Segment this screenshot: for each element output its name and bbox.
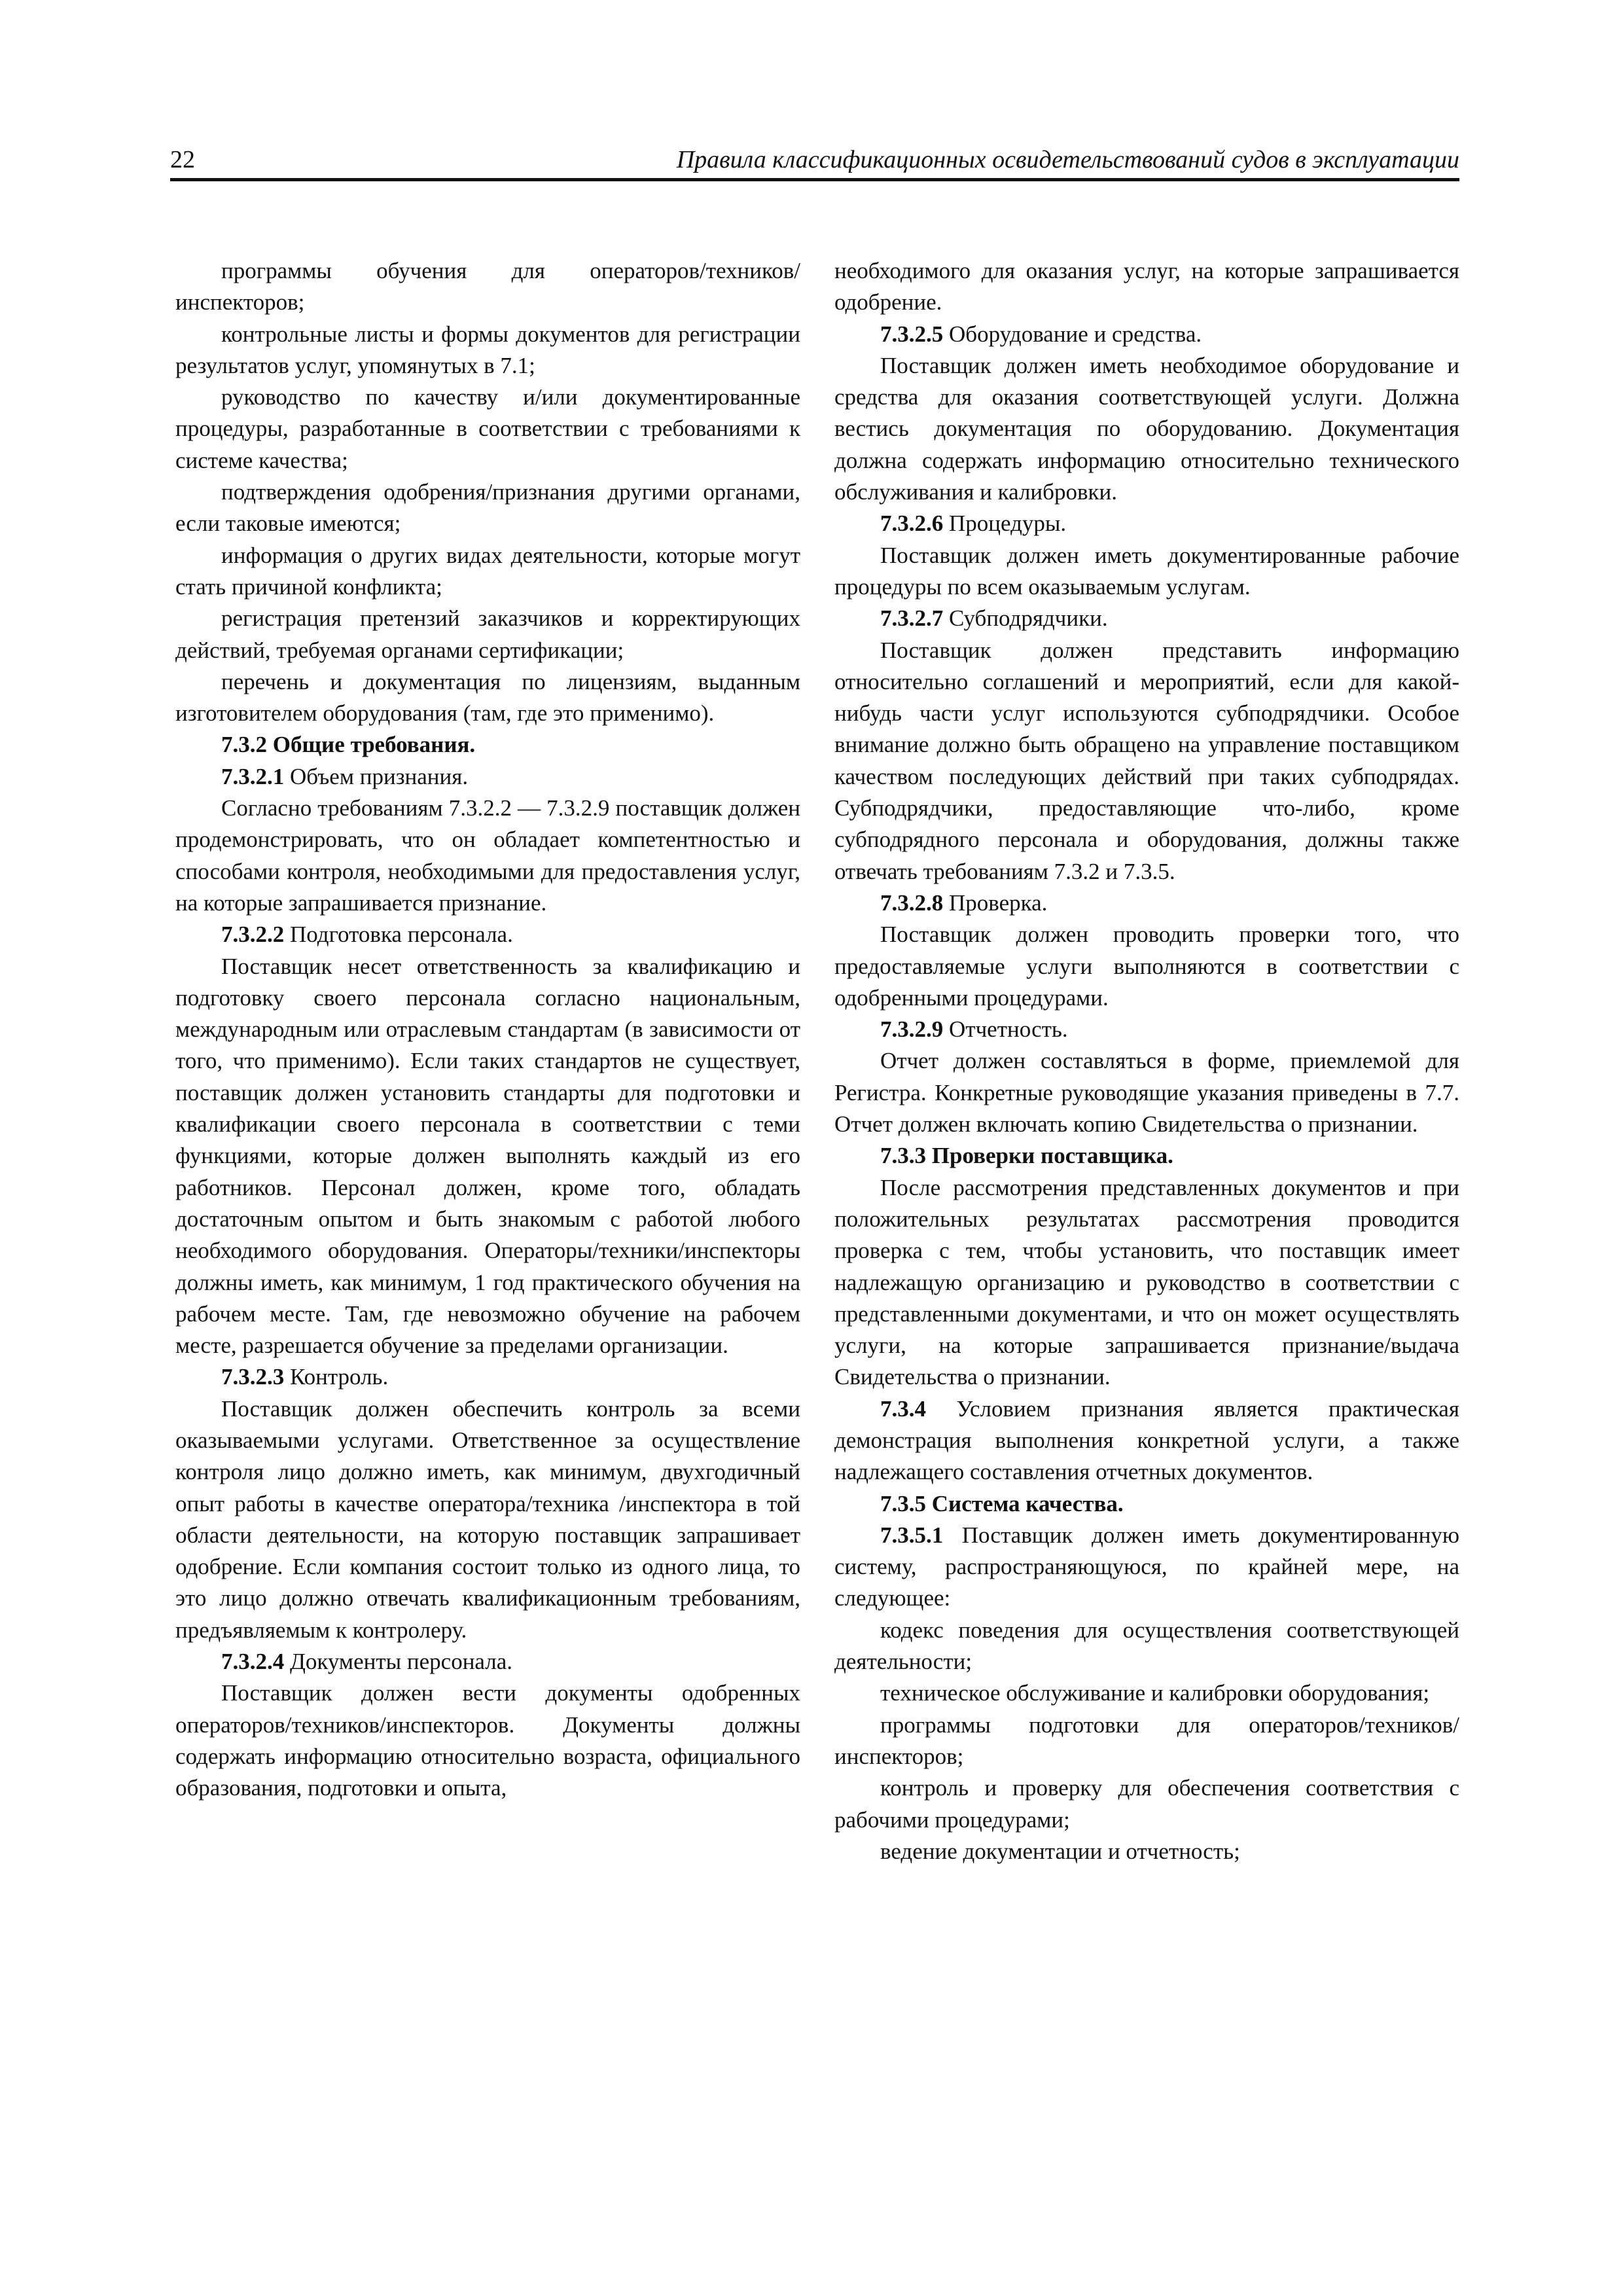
paragraph xyxy=(834,1172,1459,1393)
paragraph-text: Поставщик должен иметь документированную систему, распространяющуюся, по крайней мере, на следующее: xyxy=(834,1522,1459,1611)
paragraph xyxy=(834,255,1459,319)
paragraph xyxy=(175,919,800,950)
clause-number: 7.3.2.4 xyxy=(221,1649,285,1675)
clause-number: 7.3.2.8 xyxy=(880,889,944,916)
paragraph-text: Поставщик должен иметь документированные рабочие процедуры по всем оказываемым услугам. xyxy=(834,542,1459,600)
clause-number: 7.3.2.6 xyxy=(880,511,944,537)
clause-number: 7.3.2.9 xyxy=(880,1016,944,1043)
paragraph-text: Объем признания. xyxy=(284,763,469,789)
paragraph xyxy=(834,1772,1459,1836)
paragraph-text: Условием признания является практическая демонстрация выполнения конкретной услуги, а также надлежащего составления отчетных документов. xyxy=(834,1395,1459,1485)
paragraph-text: Поставщик должен иметь необходимое оборудование и средства для оказания соответствующей услуги. Должна вестись документация по оборудованию. Документация должна содержать информацию относительно технического обслуживания и калибровки. xyxy=(834,352,1459,505)
paragraph-text: Подготовка персонала. xyxy=(284,922,513,948)
paragraph xyxy=(834,888,1459,919)
paragraph xyxy=(834,1615,1459,1678)
paragraph xyxy=(834,603,1459,634)
section-heading: 7.3.3 Проверки поставщика. xyxy=(880,1143,1173,1169)
paragraph xyxy=(175,603,800,666)
paragraph-text: Поставщик должен обеспечить контроль за всеми оказываемыми услугами. Ответственное за осуществление контроля лицо должно иметь, как минимум, двухгодичный опыт работы в качестве оператора/техника /инспектора в той области деятельности, на которую поставщик запрашивает одобрение. Если компания состоит только из одного лица, то это лицо должно отвечать квалификационным требованиям, предъявляемым к контролеру. xyxy=(175,1395,800,1643)
paragraph-text: ведение документации и отчетность; xyxy=(880,1838,1240,1864)
paragraph xyxy=(834,1014,1459,1045)
paragraph xyxy=(834,919,1459,1014)
clause-number: 7.3.2.5 xyxy=(880,321,944,347)
clause-number: 7.3.2.2 xyxy=(221,922,285,948)
paragraph-text: регистрация претензий заказчиков и корректирующих действий, требуемая органами сертификации; xyxy=(175,605,800,663)
clause-number: 7.3.2.3 xyxy=(221,1364,285,1390)
paragraph xyxy=(834,1836,1459,1867)
paragraph xyxy=(175,951,800,1362)
paragraph xyxy=(834,1710,1459,1773)
paragraph xyxy=(834,1677,1459,1709)
paragraph-text: После рассмотрения представленных документов и при положительных результатах рассмотрения проводится проверка с тем, чтобы установить, что поставщик имеет надлежащую организацию и руководство в соответствии с представленными документами, и что он может осуществлять услуги, на которые запрашивается признание/выдача Свидетельства о признании. xyxy=(834,1174,1459,1390)
paragraph-text: Согласно требованиям 7.3.2.2 — 7.3.2.9 поставщик должен продемонстрировать, что он обладает компетентностью и способами контроля, необходимыми для предоставления услуг, на которые запрашивается признание. xyxy=(175,795,800,916)
paragraph-text: перечень и документация по лицензиям, выданным изготовителем оборудования (там, где это применимо). xyxy=(175,668,800,726)
paragraph xyxy=(834,319,1459,350)
paragraph-text: информация о других видах деятельности, которые могут стать причиной конфликта; xyxy=(175,542,800,600)
paragraph-text: контрольные листы и формы документов для регистрации результатов услуг, упомянутых в 7.1; xyxy=(175,321,800,378)
clause-number: 7.3.5.1 xyxy=(880,1522,944,1548)
paragraph-text: Поставщик должен проводить проверки того, что предоставляемые услуги выполняются в соответствии с одобренными процедурами. xyxy=(834,922,1459,1011)
paragraph-text: Контроль. xyxy=(284,1364,389,1390)
paragraph xyxy=(834,540,1459,603)
left-column xyxy=(175,255,800,1804)
paragraph-text: Поставщик должен представить информацию относительно соглашений и мероприятий, если для какой-нибудь части услуг используются субподрядчики. Особое внимание должно быть обращено на управление поставщиком качеством последующих действий при таких субподрядах. Субподрядчики, предоставляющие что-либо, кроме субподрядного персонала и оборудования, должны также отвечать требованиям 7.3.2 и 7.3.5. xyxy=(834,637,1459,884)
paragraph xyxy=(175,1393,800,1646)
paragraph-text: контроль и проверку для обеспечения соответствия с рабочими процедурами; xyxy=(834,1775,1459,1833)
paragraph-text: подтверждения одобрения/признания другими органами, если таковые имеются; xyxy=(175,479,800,537)
paragraph xyxy=(834,635,1459,888)
paragraph-text: руководство по качеству и/или документированные процедуры, разработанные в соответствии с требованиями к системе качества; xyxy=(175,384,800,473)
paragraph-text: программы обучения для операторов/техников/инспекторов; xyxy=(175,258,800,315)
paragraph xyxy=(175,319,800,382)
paragraph xyxy=(175,666,800,730)
paragraph-text: Документы персонала. xyxy=(284,1649,513,1675)
section-heading: 7.3.2 Общие требования. xyxy=(221,732,476,758)
paragraph-text: Отчетность. xyxy=(943,1016,1068,1043)
paragraph xyxy=(175,761,800,793)
paragraph xyxy=(175,1677,800,1804)
paragraph xyxy=(834,350,1459,508)
paragraph xyxy=(175,382,800,476)
right-column xyxy=(834,255,1459,1867)
paragraph-text: Проверка. xyxy=(943,889,1048,916)
paragraph xyxy=(175,793,800,919)
paragraph-text: Поставщик несет ответственность за квалификацию и подготовку своего персонала согласно национальным, международным или отраслевым стандартам (в зависимости от того, что применимо). Если таких стандартов не существует, поставщик должен установить стандарты для подготовки и квалификации своего персонала в соответствии с теми функциями, которые должен выполнять каждый из его работников. Персонал должен, кроме того, обладать достаточным опытом и быть знакомым с работой любого необходимого оборудования. Операторы/техники/инспекторы должны иметь, как минимум, 1 год практического обучения на рабочем месте. Там, где невозможно обучение на рабочем месте, разрешается обучение за пределами организации. xyxy=(175,953,800,1359)
paragraph xyxy=(175,255,800,319)
clause-number: 7.3.2.1 xyxy=(221,763,285,789)
header-rule xyxy=(170,178,1459,181)
paragraph-text: Субподрядчики. xyxy=(943,605,1108,632)
paragraph xyxy=(834,1520,1459,1615)
running-title: Правила классификационных освидетельствований судов в эксплуатации xyxy=(676,146,1459,173)
paragraph xyxy=(175,476,800,540)
page-number: 22 xyxy=(170,146,195,173)
paragraph-text: Отчет должен составляться в форме, приемлемой для Регистра. Конкретные руководящие указания приведены в 7.7. Отчет должен включать копию Свидетельства о признании. xyxy=(834,1048,1459,1138)
paragraph-text: Поставщик должен вести документы одобренных операторов/техников/инспекторов. Документы должны содержать информацию относительно возраста, официального образования, подготовки и опыта, xyxy=(175,1680,800,1801)
paragraph xyxy=(834,1045,1459,1140)
paragraph-text: программы подготовки для операторов/техников/инспекторов; xyxy=(834,1712,1459,1769)
paragraph-text: техническое обслуживание и калибровки оборудования; xyxy=(880,1680,1430,1706)
clause-number: 7.3.4 xyxy=(880,1395,926,1422)
paragraph xyxy=(175,1646,800,1677)
page-header xyxy=(170,140,1459,179)
paragraph xyxy=(834,508,1459,539)
paragraph-text: необходимого для оказания услуг, на которые запрашивается одобрение. xyxy=(834,258,1459,315)
paragraph xyxy=(175,1361,800,1393)
paragraph xyxy=(175,540,800,603)
clause-number: 7.3.2.7 xyxy=(880,605,944,632)
paragraph-text: кодекс поведения для осуществления соответствующей деятельности; xyxy=(834,1617,1459,1675)
section-heading: 7.3.5 Система качества. xyxy=(880,1490,1124,1516)
paragraph-text: Оборудование и средства. xyxy=(943,321,1202,347)
paragraph xyxy=(834,1393,1459,1488)
paragraph-text: Процедуры. xyxy=(943,511,1067,537)
